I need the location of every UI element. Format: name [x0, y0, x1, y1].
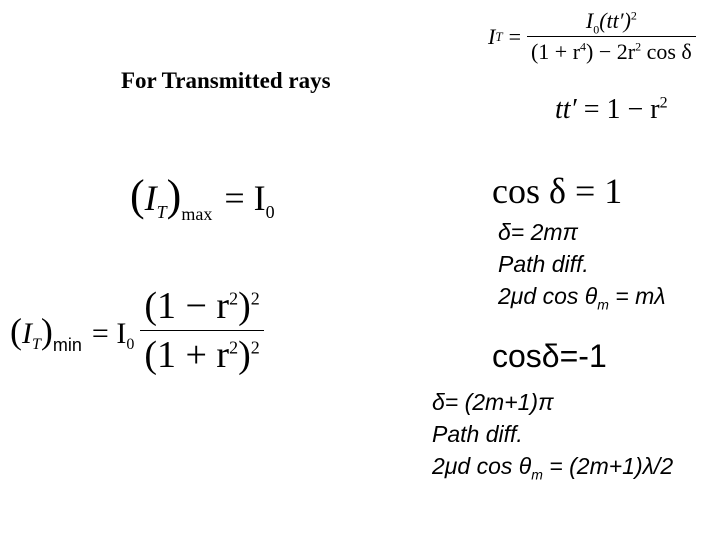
min-lhs: ( I $_T$ ) $_{min}$ = I $_0$: [10, 310, 135, 355]
max-rhs: = I: [224, 178, 266, 218]
num-exp: 2: [630, 8, 637, 23]
min-rel-tail: = (2m+1)λ/2: [542, 453, 674, 479]
min-rel: 2μd cos θ: [432, 453, 532, 479]
max-rel-tail: = mλ: [608, 283, 666, 309]
min-rhs-I: = I: [91, 316, 127, 350]
max-condition-block: [498, 216, 666, 312]
heading: For Transmitted rays: [121, 68, 331, 93]
den-a-exp: 4: [580, 39, 587, 54]
den-c: cos δ: [641, 39, 692, 64]
min-rel-sub: m: [531, 466, 543, 483]
min-I: I: [22, 316, 32, 350]
transmitted-intensity-formula: I T = $\frac{I_0(tt')^2}{(1 + r^4) - 2r^2 \cos \delta}$: [488, 8, 696, 65]
max-rel-sub: m: [597, 296, 609, 313]
min-intensity-formula: [10, 284, 264, 377]
min-relation: [432, 450, 673, 482]
formula-lhs-I: I: [488, 23, 496, 49]
min-fraction: [140, 284, 263, 377]
min-num-close: ): [238, 285, 251, 327]
min-delta: δ= (2m+1)π: [432, 389, 554, 415]
cos-delta-min: cosδ=-1: [492, 338, 607, 374]
tt-prime-lhs: tt′: [555, 94, 577, 125]
tt-prime-exp: 2: [659, 94, 668, 112]
min-open-paren: (: [10, 310, 22, 351]
max-intensity-formula: ( I $_T$ ) $_{max}$ = I $_0$: [130, 171, 275, 224]
min-num-exp: 2: [250, 288, 260, 309]
tt-prime-rhs: = 1 − r: [583, 94, 660, 125]
den-b-exp: 2: [635, 39, 642, 54]
formula-fraction: [527, 8, 696, 65]
min-num: (1 − r: [144, 285, 230, 327]
min-den-inner-exp: 2: [229, 337, 239, 358]
min-den-close: ): [238, 334, 251, 376]
num-I-sub: 0: [593, 22, 600, 37]
max-relation: [498, 280, 666, 312]
formula-numerator: [582, 8, 641, 36]
min-numerator: [140, 284, 263, 330]
num-I: I: [585, 8, 594, 33]
num-tt: (tt′): [599, 8, 631, 33]
min-close-paren: ): [40, 310, 53, 351]
min-condition-block: [432, 386, 673, 482]
formula-equals: =: [508, 23, 521, 49]
max-path-diff: Path diff.: [498, 251, 589, 277]
max-rel: 2μd cos θ: [498, 283, 598, 309]
max-open-paren: (: [130, 171, 145, 220]
min-denominator: [140, 330, 263, 377]
max-I: I: [144, 178, 157, 218]
formula-denominator: [527, 36, 696, 65]
min-num-inner-exp: 2: [229, 288, 239, 309]
tt-prime-formula: [555, 94, 668, 126]
den-a: (1 + r: [530, 39, 581, 64]
min-den: (1 + r: [144, 334, 230, 376]
den-b: ) − 2r: [586, 39, 636, 64]
min-den-exp: 2: [250, 337, 260, 358]
max-delta: δ= 2mπ: [498, 219, 578, 245]
max-close-paren: ): [166, 171, 182, 220]
cos-delta-max: cos δ = 1: [492, 171, 623, 211]
min-path-diff: Path diff.: [432, 421, 523, 447]
